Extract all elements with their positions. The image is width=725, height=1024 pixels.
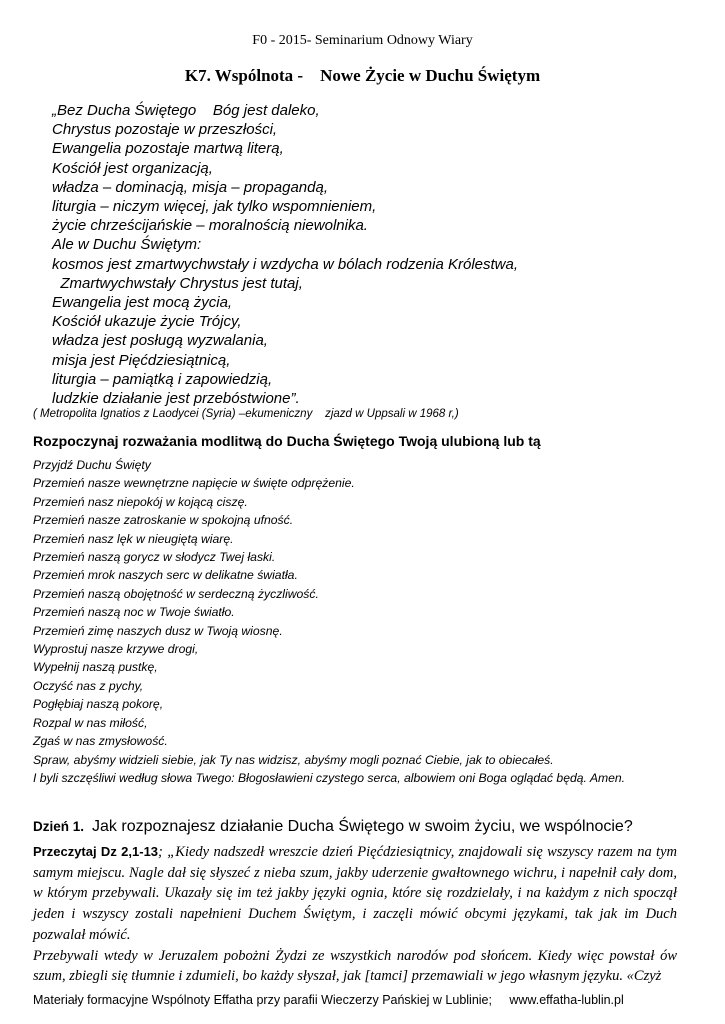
prayer-line: Wyprostuj nasze krzywe drogi, (33, 642, 199, 657)
prayer-line: Przemień nasze wewnętrzne napięcie w święte odprężenie. (33, 476, 355, 491)
quote-line: liturgia – niczym więcej, jak tylko wspomnieniem, (52, 198, 377, 216)
quote-line: Kościół ukazuje życie Trójcy, (52, 313, 242, 331)
reading-text-continued: Przebywali wtedy w Jeruzalem pobożni Żydzi ze wszystkich narodów pod słońcem. Kiedy więc powstał ów szum, zbiegli się tłumnie i zdumieli, bo każdy słyszał, jak [tamci] przemawiali w jego własnym języku. «Czyż (33, 947, 677, 985)
page-title: K7. Wspólnota - Nowe Życie w Duchu Świętym (184, 66, 541, 85)
prayer-line: Spraw, abyśmy widzieli siebie, jak Ty nas widzisz, abyśmy mogli poznać Ciebie, jak to obiecałeś. (33, 752, 554, 767)
page-footer: Materiały formacyjne Wspólnoty Effatha przy parafii Wieczerzy Pańskiej w Lublinie; www.effatha-lublin.pl (33, 993, 624, 1007)
reading-paragraph (33, 842, 677, 946)
quote-line: liturgia – pamiątką i zapowiedzią, (52, 370, 273, 388)
opening-quote (52, 101, 692, 408)
scripture-reading (33, 842, 677, 987)
prayer-line: Przemień naszą gorycz w słodycz Twej łaski. (33, 550, 276, 565)
quote-line: misja jest Pięćdziesiątnicą, (52, 351, 231, 369)
day-question: Jak rozpoznajesz działanie Ducha Świętego w swoim życiu, we wspólnocie? (92, 818, 633, 835)
quote-line: władza jest posługą wyzwalania, (52, 332, 268, 350)
prayer-line: Przyjdź Duchu Święty (33, 458, 151, 472)
quote-line: Kościół jest organizacją, (52, 159, 213, 177)
prayer-line: Zgaś w nas zmysłowość. (33, 734, 168, 749)
prayer-line: Pogłębiaj naszą pokorę, (33, 697, 164, 712)
day-label: Dzień 1. (33, 819, 85, 834)
prayer-line: Przemień mrok naszych serc w delikatne światła. (33, 568, 298, 583)
prayer-line: Oczyść nas z pychy, (33, 678, 144, 693)
prayer-line: Rozpal w nas miłość, (33, 715, 148, 730)
quote-line: „Bez Ducha Świętego Bóg jest daleko, (52, 102, 320, 119)
quote-line: ludzkie działanie jest przebóstwione”. (52, 390, 300, 408)
prayer-line: Przemień naszą noc w Twoje światło. (33, 605, 235, 620)
quote-line: Zmartwychwstały Chrystus jest tutaj, (52, 274, 303, 292)
prayer-text (33, 456, 703, 787)
quote-line: Ewangelia jest mocą życia, (52, 294, 233, 312)
day-heading (33, 818, 633, 836)
series-header: F0 - 2015- Seminarium Odnowy Wiary (252, 33, 473, 48)
prayer-line: Przemień nasz niepokój w kojącą ciszę. (33, 494, 248, 509)
quote-line: życie chrześcijańskie – moralnością niewolnika. (52, 217, 368, 235)
reading-reference: Przeczytaj Dz 2,1-13 (33, 844, 159, 859)
prayer-line: Przemień zimę naszych dusz w Twoją wiosnę. (33, 623, 283, 638)
quote-line: Ale w Duchu Świętym: (52, 236, 202, 254)
prayer-line: I byli szczęśliwi według słowa Twego: Błogosławieni czystego serca, albowiem oni Boga oglądać będą. Amen. (33, 770, 626, 785)
quote-source: ( Metropolita Ignatios z Laodycei (Syria) –ekumeniczny zjazd w Uppsali w 1968 r,) (33, 408, 459, 420)
reading-text: ; „Kiedy nadszedł wreszcie dzień Pięćdziesiątnicy, znajdowali się wszyscy razem na tym samym miejscu. Nagle dał się słyszeć z nieba szum, jakby uderzenie gwałtownego wichru, i napełnił cały dom, w którym przebywali. Ukazały się im też jakby języki ognia, które się rozdzielały, i na każdym z nich spoczął jeden i wszyscy zostali napełnieni Duchem Świętym, i zaczęli mówić obcymi językami, tak jak im Duch pozwalał mówić. (33, 844, 677, 943)
quote-line: Chrystus pozostaje w przeszłości, (52, 121, 278, 139)
quote-line: władza – dominacją, misja – propagandą, (52, 178, 328, 196)
prayer-line: Przemień nasz lęk w nieugiętą wiarę. (33, 531, 234, 546)
prayer-line: Wypełnij naszą pustkę, (33, 660, 158, 675)
prayer-heading: Rozpoczynaj rozważania modlitwą do Ducha Świętego Twoją ulubioną lub tą (33, 433, 541, 449)
quote-line: Ewangelia pozostaje martwą literą, (52, 140, 284, 158)
prayer-line: Przemień naszą obojętność w serdeczną życzliwość. (33, 586, 319, 601)
quote-line: kosmos jest zmartwychwstały i wzdycha w bólach rodzenia Królestwa, (52, 255, 519, 273)
prayer-line: Przemień nasze zatroskanie w spokojną ufność. (33, 513, 294, 528)
